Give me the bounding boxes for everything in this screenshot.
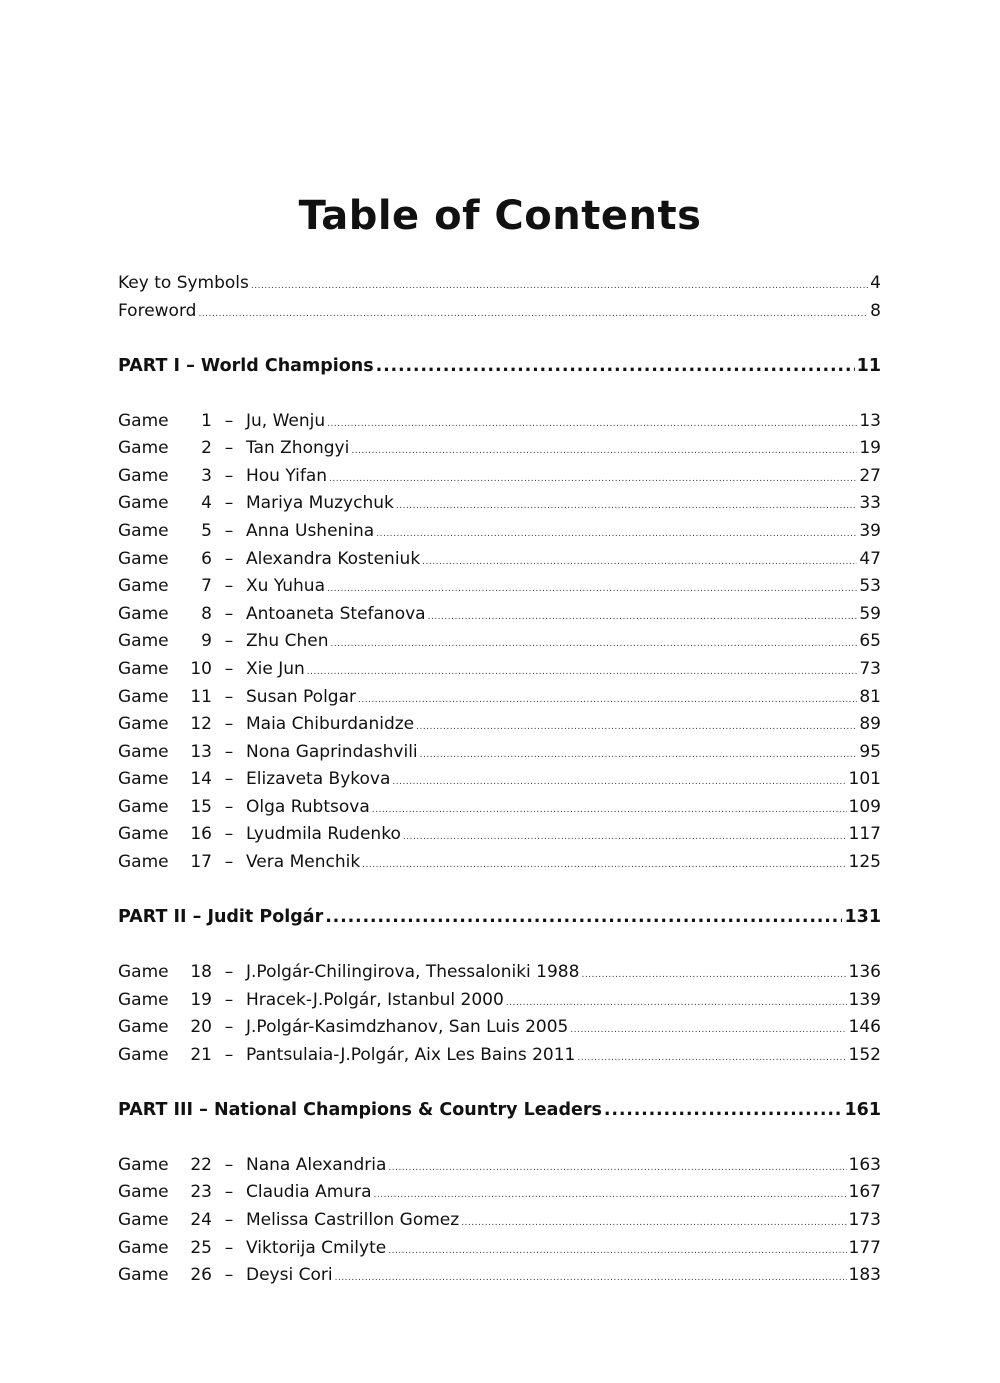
dash: –: [224, 1182, 234, 1203]
game-label: [118, 656, 305, 684]
game-number: 16: [190, 824, 212, 845]
game-label: [118, 1179, 372, 1207]
page-title: Table of Contents: [298, 193, 702, 239]
game-number: 18: [190, 962, 212, 983]
game-page: 101: [848, 769, 881, 790]
toc-entry-page: 4: [870, 273, 881, 293]
dot-leader: [420, 742, 858, 770]
toc-game-entry[interactable]: [118, 408, 881, 436]
game-page: 19: [859, 438, 881, 459]
game-label: [118, 739, 418, 767]
dash: –: [224, 824, 234, 845]
toc-game-entry[interactable]: [118, 628, 881, 656]
game-word: Game: [118, 1154, 169, 1175]
dot-leader: [403, 824, 847, 852]
game-number: 4: [201, 493, 212, 514]
game-word: Game: [118, 1265, 169, 1286]
dot-leader: [329, 466, 857, 494]
game-word: Game: [118, 493, 169, 514]
game-number: 3: [201, 465, 212, 486]
dot-leader: [604, 1097, 843, 1125]
game-label: [118, 518, 374, 546]
game-number: 10: [190, 658, 212, 679]
dot-leader: [388, 1155, 846, 1183]
toc-game-entry[interactable]: [118, 684, 881, 712]
game-title: Nana Alexandria: [246, 1154, 387, 1175]
toc-entry-key-to-symbols[interactable]: [118, 270, 881, 298]
part-heading[interactable]: [118, 353, 881, 381]
game-label: [118, 711, 414, 739]
part-title: PART I – World Champions: [118, 355, 374, 376]
dot-leader: [325, 904, 842, 932]
toc-game-entry[interactable]: [118, 821, 881, 849]
game-label: [118, 628, 328, 656]
game-title: Vera Menchik: [246, 852, 361, 873]
game-number: 13: [190, 741, 212, 762]
dot-leader: [422, 549, 857, 577]
dash: –: [224, 438, 234, 459]
toc-game-entry[interactable]: [118, 739, 881, 767]
game-number: 12: [190, 714, 212, 735]
game-word: Game: [118, 1017, 169, 1038]
game-title: Maia Chiburdanidze: [246, 714, 415, 735]
game-word: Game: [118, 548, 169, 569]
game-page: 47: [859, 548, 881, 569]
game-number: 14: [190, 769, 212, 790]
game-label: [118, 435, 349, 463]
game-number: 21: [190, 1044, 212, 1065]
game-title: Olga Rubtsova: [246, 796, 370, 817]
game-word: Game: [118, 686, 169, 707]
game-label: [118, 987, 504, 1015]
dash: –: [224, 1209, 234, 1230]
game-word: Game: [118, 465, 169, 486]
game-title: Claudia Amura: [246, 1182, 372, 1203]
game-word: Game: [118, 1209, 169, 1230]
game-label: [118, 794, 370, 822]
toc-game-entry[interactable]: [118, 601, 881, 629]
game-number: 25: [190, 1237, 212, 1258]
game-page: 183: [848, 1265, 881, 1286]
toc-entry-page: 8: [870, 300, 881, 321]
game-page: 81: [859, 686, 881, 707]
game-title: Hou Yifan: [246, 465, 328, 486]
game-title: J.Polgár-Chilingirova, Thessaloniki 1988: [246, 962, 580, 983]
toc-game-entry[interactable]: [118, 794, 881, 822]
game-title: Melissa Castrillon Gomez: [246, 1209, 460, 1230]
toc-game-entry[interactable]: [118, 959, 881, 987]
spacer: [118, 1069, 881, 1096]
toc-game-entry[interactable]: [118, 1207, 881, 1235]
game-page: 33: [859, 493, 881, 514]
game-label: [118, 684, 356, 712]
toc-game-entry[interactable]: [118, 1152, 881, 1180]
dash: –: [224, 410, 234, 431]
game-number: 23: [190, 1182, 212, 1203]
toc-game-entry[interactable]: [118, 573, 881, 601]
game-number: 19: [190, 989, 212, 1010]
dash: –: [224, 769, 234, 790]
game-word: Game: [118, 658, 169, 679]
dash: –: [224, 603, 234, 624]
game-number: 5: [201, 520, 212, 541]
game-label: [118, 601, 426, 629]
dot-leader: [374, 1182, 847, 1210]
dot-leader: [372, 797, 847, 825]
game-number: 1: [201, 410, 212, 431]
game-label: [118, 546, 420, 574]
part-page: 131: [844, 907, 881, 928]
game-number: 24: [190, 1209, 212, 1230]
game-page: 146: [848, 1017, 881, 1038]
dot-leader: [307, 659, 858, 687]
parts-list: [118, 325, 881, 1290]
dash: –: [224, 796, 234, 817]
game-number: 2: [201, 438, 212, 459]
game-word: Game: [118, 520, 169, 541]
game-title: Antoaneta Stefanova: [246, 603, 426, 624]
dot-leader: [376, 353, 855, 381]
toc-game-entry[interactable]: [118, 656, 881, 684]
game-label: [118, 821, 401, 849]
game-word: Game: [118, 962, 169, 983]
dash: –: [224, 686, 234, 707]
toc-entry-foreword[interactable]: [118, 298, 881, 326]
game-number: 9: [201, 631, 212, 652]
game-page: 53: [859, 576, 881, 597]
game-page: 177: [848, 1237, 881, 1258]
game-label: [118, 959, 579, 987]
dot-leader: [577, 1045, 846, 1073]
game-page: 167: [848, 1182, 881, 1203]
game-page: 136: [848, 962, 881, 983]
game-word: Game: [118, 576, 169, 597]
game-word: Game: [118, 631, 169, 652]
dot-leader: [198, 301, 868, 329]
dash: –: [224, 493, 234, 514]
dot-leader: [330, 631, 857, 659]
game-word: Game: [118, 714, 169, 735]
game-number: 7: [201, 576, 212, 597]
game-word: Game: [118, 769, 169, 790]
game-label: [118, 1042, 575, 1070]
game-page: 13: [859, 410, 881, 431]
dot-leader: [335, 1265, 847, 1293]
spacer: [118, 932, 881, 959]
game-title: Susan Polgar: [246, 686, 356, 707]
game-page: 59: [859, 603, 881, 624]
dot-leader: [428, 604, 858, 632]
toc-game-entry[interactable]: [118, 546, 881, 574]
dash: –: [224, 852, 234, 873]
game-word: Game: [118, 603, 169, 624]
dot-leader: [376, 521, 857, 549]
game-word: Game: [118, 852, 169, 873]
part-title: PART II – Judit Polgár: [118, 907, 324, 928]
dot-leader: [327, 576, 857, 604]
game-page: 117: [848, 824, 881, 845]
part-page: 161: [844, 1099, 881, 1120]
game-page: 163: [848, 1154, 881, 1175]
toc-game-entry[interactable]: [118, 987, 881, 1015]
game-title: Mariya Muzychuk: [246, 493, 394, 514]
part-heading[interactable]: [118, 1097, 881, 1125]
game-word: Game: [118, 1182, 169, 1203]
dash: –: [224, 962, 234, 983]
toc-game-entry[interactable]: [118, 490, 881, 518]
toc-game-entry[interactable]: [118, 711, 881, 739]
game-number: 11: [190, 686, 212, 707]
game-label: [118, 1207, 459, 1235]
game-label: [118, 1262, 333, 1290]
game-number: 15: [190, 796, 212, 817]
dash: –: [224, 576, 234, 597]
toc-game-entry[interactable]: [118, 1235, 881, 1263]
toc-entry-label: Key to Symbols: [118, 273, 249, 293]
dot-leader: [362, 852, 846, 880]
dash: –: [224, 1265, 234, 1286]
game-title: Tan Zhongyi: [246, 438, 350, 459]
toc-game-entry[interactable]: [118, 766, 881, 794]
dot-leader: [392, 769, 846, 797]
spacer: [118, 325, 881, 352]
dash: –: [224, 1044, 234, 1065]
part-title: PART III – National Champions & Country Leaders: [118, 1099, 602, 1120]
game-word: Game: [118, 410, 169, 431]
game-number: 8: [201, 603, 212, 624]
game-title: Deysi Cori: [246, 1265, 333, 1286]
game-word: Game: [118, 1237, 169, 1258]
game-title: Zhu Chen: [246, 631, 329, 652]
dot-leader: [388, 1238, 846, 1266]
dash: –: [224, 548, 234, 569]
game-title: Xu Yuhua: [246, 576, 325, 597]
part-heading[interactable]: [118, 904, 881, 932]
dot-leader: [570, 1017, 846, 1045]
dot-leader: [358, 687, 857, 715]
spacer: [118, 877, 881, 904]
game-number: 17: [190, 852, 212, 873]
game-word: Game: [118, 438, 169, 459]
game-page: 89: [859, 714, 881, 735]
dot-leader: [327, 411, 857, 439]
game-label: [118, 1014, 568, 1042]
game-title: Pantsulaia-J.Polgár, Aix Les Bains 2011: [246, 1044, 576, 1065]
dash: –: [224, 1237, 234, 1258]
dot-leader: [351, 438, 857, 466]
toc-game-entry[interactable]: [118, 518, 881, 546]
game-title: Elizaveta Bykova: [246, 769, 391, 790]
game-number: 6: [201, 548, 212, 569]
toc-game-entry[interactable]: [118, 1042, 881, 1070]
dash: –: [224, 989, 234, 1010]
game-page: 173: [848, 1209, 881, 1230]
game-page: 65: [859, 631, 881, 652]
dot-leader: [506, 990, 847, 1018]
game-label: [118, 849, 360, 877]
toc-entry-label: Foreword: [118, 300, 197, 321]
game-word: Game: [118, 796, 169, 817]
dash: –: [224, 1017, 234, 1038]
dash: –: [224, 741, 234, 762]
game-page: 125: [848, 852, 881, 873]
game-word: Game: [118, 824, 169, 845]
toc-game-entry[interactable]: [118, 1262, 881, 1290]
game-title: Ju, Wenju: [246, 410, 326, 431]
dash: –: [224, 631, 234, 652]
game-title: Hracek-J.Polgár, Istanbul 2000: [246, 989, 504, 1010]
dash: –: [224, 465, 234, 486]
game-title: Nona Gaprindashvili: [246, 741, 418, 762]
game-page: 39: [859, 520, 881, 541]
game-label: [118, 573, 325, 601]
game-title: Xie Jun: [246, 658, 305, 679]
toc-game-entry[interactable]: [118, 463, 881, 491]
spacer: [118, 380, 881, 407]
game-title: Viktorija Cmilyte: [246, 1237, 387, 1258]
game-page: 95: [859, 741, 881, 762]
game-title: Anna Ushenina: [246, 520, 375, 541]
dot-leader: [396, 493, 858, 521]
game-word: Game: [118, 989, 169, 1010]
game-label: [118, 1235, 386, 1263]
game-label: [118, 408, 325, 436]
game-label: [118, 766, 390, 794]
game-word: Game: [118, 741, 169, 762]
toc-game-entry[interactable]: [118, 1179, 881, 1207]
dot-leader: [416, 714, 857, 742]
dot-leader: [251, 273, 868, 301]
dot-leader: [461, 1210, 846, 1238]
game-number: 26: [190, 1265, 212, 1286]
game-page: 152: [848, 1044, 881, 1065]
game-word: Game: [118, 1044, 169, 1065]
game-title: Lyudmila Rudenko: [246, 824, 401, 845]
toc-game-entry[interactable]: [118, 1014, 881, 1042]
game-page: 27: [859, 465, 881, 486]
dash: –: [224, 658, 234, 679]
part-page: 11: [856, 355, 881, 376]
dot-leader: [581, 962, 846, 990]
game-label: [118, 1152, 386, 1180]
table-of-contents: [118, 270, 881, 1290]
game-number: 22: [190, 1154, 212, 1175]
dash: –: [224, 520, 234, 541]
dash: –: [224, 714, 234, 735]
toc-game-entry[interactable]: [118, 849, 881, 877]
dash: –: [224, 1154, 234, 1175]
game-page: 73: [859, 658, 881, 679]
game-number: 20: [190, 1017, 212, 1038]
game-label: [118, 490, 394, 518]
spacer: [118, 1124, 881, 1151]
game-page: 109: [848, 796, 881, 817]
game-title: Alexandra Kosteniuk: [246, 548, 421, 569]
game-label: [118, 463, 327, 491]
game-title: J.Polgár-Kasimdzhanov, San Luis 2005: [246, 1017, 569, 1038]
game-page: 139: [848, 989, 881, 1010]
toc-game-entry[interactable]: [118, 435, 881, 463]
